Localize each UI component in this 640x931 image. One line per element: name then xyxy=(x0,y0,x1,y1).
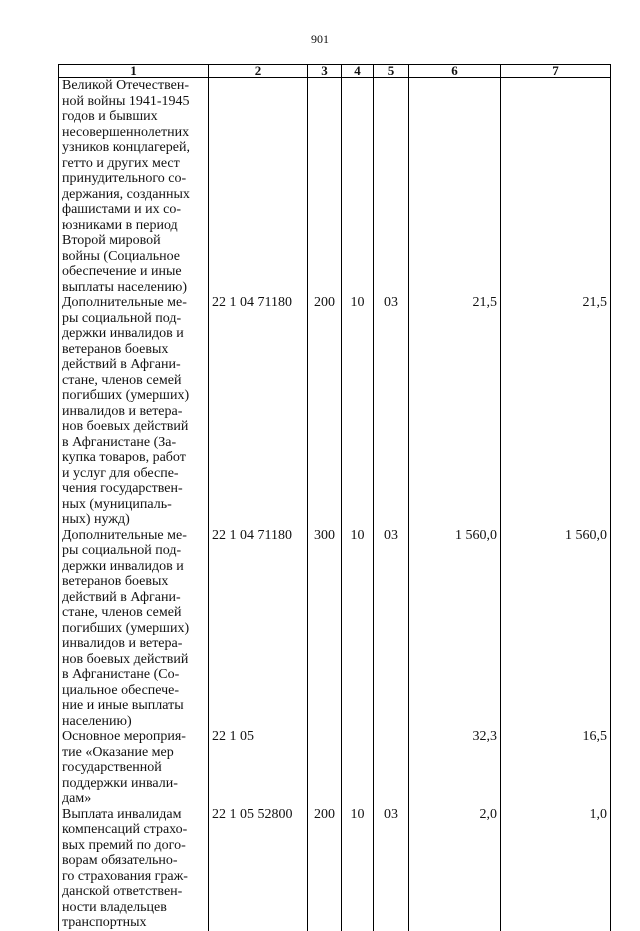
name-line: ворам обязательно- xyxy=(62,853,178,868)
name-line: дам» xyxy=(62,791,92,806)
budget-table xyxy=(58,64,611,931)
name-line: фашистами и их со- xyxy=(62,202,181,217)
name-line: обеспечение и иные xyxy=(62,264,182,279)
cell-code: 22 1 04 71180 xyxy=(209,295,308,528)
cell-name xyxy=(59,528,209,730)
name-line: чения государствен- xyxy=(62,481,183,496)
name-line: держки инвалидов и xyxy=(62,558,184,574)
cell-col-6: 32,3 xyxy=(409,729,501,807)
header-row xyxy=(59,65,611,78)
name-line: войны (Социальное xyxy=(62,248,180,264)
table-row xyxy=(59,729,611,807)
cell-name xyxy=(59,729,209,807)
cell-col-7: 1 560,0 xyxy=(501,528,611,730)
name-line: несовершеннолетних xyxy=(62,124,190,140)
cell-code xyxy=(209,78,308,296)
name-line: транспортных xyxy=(62,915,147,930)
name-line: нов боевых действий xyxy=(62,651,189,667)
cell-col-5 xyxy=(374,729,409,807)
table-row xyxy=(59,295,611,528)
cell-col-3: 200 xyxy=(308,295,342,528)
table-row xyxy=(59,78,611,296)
name-line: погибших (умерших) xyxy=(62,620,190,636)
cell-code: 22 1 05 52800 xyxy=(209,807,308,931)
header-cell-3: 3 xyxy=(308,65,342,78)
name-line: в Афганистане (Со- xyxy=(62,667,180,682)
name-line: юзниками в период xyxy=(62,217,178,233)
name-line: действий в Афгани- xyxy=(62,589,181,605)
cell-col-5: 03 xyxy=(374,528,409,730)
cell-col-5: 03 xyxy=(374,295,409,528)
cell-col-6: 1 560,0 xyxy=(409,528,501,730)
cell-name xyxy=(59,78,209,296)
cell-col-6: 2,0 xyxy=(409,807,501,931)
header-cell-7: 7 xyxy=(501,65,611,78)
cell-col-3 xyxy=(308,729,342,807)
name-line: узников концлагерей, xyxy=(62,140,190,155)
cell-col-4: 10 xyxy=(342,295,374,528)
header-cell-1: 1 xyxy=(59,65,209,78)
table-row xyxy=(59,807,611,931)
name-line: ветеранов боевых xyxy=(62,574,169,589)
cell-name xyxy=(59,807,209,931)
name-line: ветеранов боевых xyxy=(62,341,169,357)
cell-col-4 xyxy=(342,729,374,807)
cell-col-5: 03 xyxy=(374,807,409,931)
name-line: ры социальной под- xyxy=(62,543,182,558)
name-line: Дополнительные ме- xyxy=(62,527,187,543)
cell-col-3: 300 xyxy=(308,528,342,730)
table-body xyxy=(59,78,611,931)
cell-col-4: 10 xyxy=(342,807,374,931)
name-line: гетто и других мест xyxy=(62,155,180,171)
name-line: государственной xyxy=(62,760,162,775)
header-cell-2: 2 xyxy=(209,65,308,78)
cell-name xyxy=(59,295,209,528)
name-line: нов боевых действий xyxy=(62,419,189,434)
name-line: Второй мировой xyxy=(62,233,161,248)
name-line: стане, членов семей xyxy=(62,605,182,620)
name-line: действий в Афгани- xyxy=(62,357,181,372)
cell-col-7: 16,5 xyxy=(501,729,611,807)
header-cell-5: 5 xyxy=(374,65,409,78)
cell-col-7 xyxy=(501,78,611,296)
cell-col-3 xyxy=(308,78,342,296)
name-line: тие «Оказание мер xyxy=(62,744,174,760)
name-line: и услуг для обеспе- xyxy=(62,465,179,481)
name-line: инвалидов и ветера- xyxy=(62,403,183,419)
name-line: годов и бывших xyxy=(62,109,158,124)
name-line: го страхования граж- xyxy=(62,868,188,884)
name-line: Великой Отечествен- xyxy=(62,78,190,93)
cell-code: 22 1 05 xyxy=(209,729,308,807)
name-line: стане, членов семей xyxy=(62,372,182,388)
name-line: ние и иные выплаты xyxy=(62,698,184,713)
cell-col-4 xyxy=(342,78,374,296)
cell-col-6 xyxy=(409,78,501,296)
name-line: вых премий по дого- xyxy=(62,837,186,853)
name-line: Дополнительные ме- xyxy=(62,295,187,310)
name-line: данской ответствен- xyxy=(62,884,183,899)
name-line: циальное обеспече- xyxy=(62,682,180,698)
name-line: выплаты населению) xyxy=(62,279,187,295)
name-line: поддержки инвали- xyxy=(62,775,178,791)
name-line: компенсаций страхо- xyxy=(62,822,188,837)
name-line: купка товаров, работ xyxy=(62,450,186,465)
name-line: ной войны 1941-1945 xyxy=(62,93,190,109)
name-line: ных (муниципаль- xyxy=(62,496,172,512)
cell-col-6: 21,5 xyxy=(409,295,501,528)
name-line: ности владельцев xyxy=(62,899,167,915)
name-line: Основное мероприя- xyxy=(62,729,186,744)
name-line: ных) нужд) xyxy=(62,512,130,527)
name-line: держки инвалидов и xyxy=(62,326,184,341)
cell-col-5 xyxy=(374,78,409,296)
cell-col-3: 200 xyxy=(308,807,342,931)
name-line: держания, созданных xyxy=(62,186,190,202)
name-line: принудительного со- xyxy=(62,171,187,186)
name-line: погибших (умерших) xyxy=(62,388,190,403)
name-line: ры социальной под- xyxy=(62,310,182,326)
cell-col-7: 1,0 xyxy=(501,807,611,931)
page-number: 901 xyxy=(311,32,329,46)
cell-col-7: 21,5 xyxy=(501,295,611,528)
cell-col-4: 10 xyxy=(342,528,374,730)
header-cell-4: 4 xyxy=(342,65,374,78)
table-row xyxy=(59,528,611,730)
cell-code: 22 1 04 71180 xyxy=(209,528,308,730)
name-line: инвалидов и ветера- xyxy=(62,636,183,651)
name-line: Выплата инвалидам xyxy=(62,806,182,822)
name-line: населению) xyxy=(62,713,132,729)
header-cell-6: 6 xyxy=(409,65,501,78)
name-line: в Афганистане (За- xyxy=(62,434,177,450)
